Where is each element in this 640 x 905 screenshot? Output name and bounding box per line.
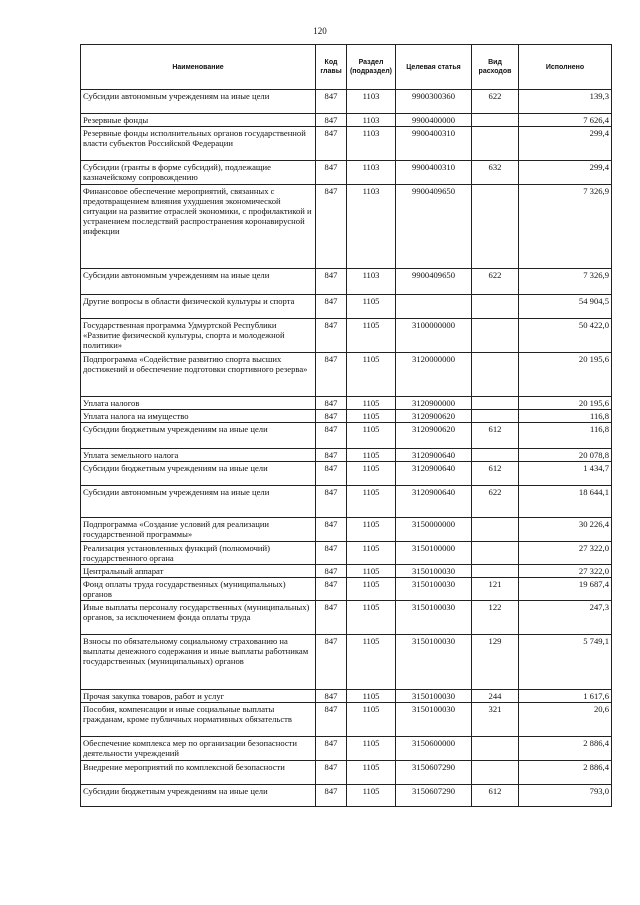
- row-code: 847: [316, 690, 347, 703]
- row-amount: 50 422,0: [519, 319, 612, 353]
- row-kind: [472, 114, 519, 127]
- row-kind: 612: [472, 785, 519, 807]
- table-row: [81, 185, 612, 269]
- table-row: [81, 114, 612, 127]
- row-code: 847: [316, 737, 347, 761]
- row-amount: 27 322,0: [519, 542, 612, 565]
- row-target: 3150100030: [396, 703, 472, 737]
- table-row: [81, 486, 612, 518]
- table-row: [81, 127, 612, 161]
- row-target: 3120900620: [396, 410, 472, 423]
- row-amount: 30 226,4: [519, 518, 612, 542]
- row-code: 847: [316, 542, 347, 565]
- row-amount: 2 886,4: [519, 761, 612, 785]
- row-target: 3120900000: [396, 397, 472, 410]
- column-header-target: Целевая статья: [396, 45, 472, 90]
- row-name: Субсидии бюджетным учреждениям на иные цели: [81, 785, 316, 807]
- row-section: 1105: [347, 703, 396, 737]
- row-code: 847: [316, 90, 347, 114]
- table-row: [81, 518, 612, 542]
- row-code: 847: [316, 601, 347, 635]
- column-header-code: Код главы: [316, 45, 347, 90]
- row-code: 847: [316, 578, 347, 601]
- row-kind: 321: [472, 703, 519, 737]
- row-name: Уплата налогов: [81, 397, 316, 410]
- row-section: 1105: [347, 601, 396, 635]
- row-amount: 7 326,9: [519, 269, 612, 295]
- row-amount: 116,8: [519, 423, 612, 449]
- row-amount: 299,4: [519, 127, 612, 161]
- row-kind: [472, 518, 519, 542]
- row-code: 847: [316, 397, 347, 410]
- row-name: Уплата налога на имущество: [81, 410, 316, 423]
- row-kind: [472, 185, 519, 269]
- row-amount: 7 326,9: [519, 185, 612, 269]
- row-section: 1105: [347, 578, 396, 601]
- row-name: Субсидии автономным учреждениям на иные цели: [81, 269, 316, 295]
- row-amount: 20 195,6: [519, 353, 612, 397]
- row-amount: 19 687,4: [519, 578, 612, 601]
- row-section: 1105: [347, 690, 396, 703]
- row-kind: [472, 565, 519, 578]
- row-code: 847: [316, 518, 347, 542]
- row-kind: [472, 449, 519, 462]
- row-section: 1105: [347, 635, 396, 690]
- row-name: Иные выплаты персоналу государственных (муниципальных) органов, за исключением фонда оплаты труда: [81, 601, 316, 635]
- row-kind: [472, 542, 519, 565]
- table-row: [81, 90, 612, 114]
- row-section: 1105: [347, 785, 396, 807]
- row-name: Уплата земельного налога: [81, 449, 316, 462]
- row-kind: [472, 410, 519, 423]
- row-section: 1105: [347, 397, 396, 410]
- row-kind: [472, 353, 519, 397]
- row-section: 1105: [347, 761, 396, 785]
- row-code: 847: [316, 486, 347, 518]
- row-name: Прочая закупка товаров, работ и услуг: [81, 690, 316, 703]
- row-name: Субсидии автономным учреждениям на иные цели: [81, 90, 316, 114]
- row-name: Субсидии автономным учреждениям на иные цели: [81, 486, 316, 518]
- row-code: 847: [316, 161, 347, 185]
- row-kind: 129: [472, 635, 519, 690]
- row-section: 1103: [347, 114, 396, 127]
- row-kind: 121: [472, 578, 519, 601]
- row-kind: 632: [472, 161, 519, 185]
- table-row: [81, 295, 612, 319]
- row-target: 3150100000: [396, 542, 472, 565]
- row-amount: 1 617,6: [519, 690, 612, 703]
- row-target: 9900400000: [396, 114, 472, 127]
- row-kind: [472, 295, 519, 319]
- row-target: 3150607290: [396, 761, 472, 785]
- row-amount: 2 886,4: [519, 737, 612, 761]
- row-amount: 18 644,1: [519, 486, 612, 518]
- row-amount: 139,3: [519, 90, 612, 114]
- row-kind: [472, 737, 519, 761]
- row-section: 1105: [347, 737, 396, 761]
- row-target: 9900300360: [396, 90, 472, 114]
- row-section: 1103: [347, 185, 396, 269]
- row-code: 847: [316, 269, 347, 295]
- row-kind: 244: [472, 690, 519, 703]
- row-name: Субсидии (гранты в форме субсидий), подлежащие казначейскому сопровождению: [81, 161, 316, 185]
- row-amount: 7 626,4: [519, 114, 612, 127]
- table-row: [81, 737, 612, 761]
- row-target: 9900409650: [396, 185, 472, 269]
- row-target: 3150100030: [396, 601, 472, 635]
- row-target: 3150100030: [396, 690, 472, 703]
- row-name: Финансовое обеспечение мероприятий, связанных с предотвращением влияния ухудшения экономической ситуации на развитие отраслей экономики, с профилактикой и устранением последствий распространения коронавирусной инфекции: [81, 185, 316, 269]
- row-amount: 5 749,1: [519, 635, 612, 690]
- row-target: 3150607290: [396, 785, 472, 807]
- row-name: Центральный аппарат: [81, 565, 316, 578]
- row-name: Обеспечение комплекса мер по организации безопасности деятельности учреждений: [81, 737, 316, 761]
- row-section: 1105: [347, 423, 396, 449]
- row-name: Субсидии бюджетным учреждениям на иные цели: [81, 423, 316, 449]
- row-code: 847: [316, 449, 347, 462]
- row-target: 9900400310: [396, 161, 472, 185]
- row-section: 1105: [347, 353, 396, 397]
- row-target: 3120000000: [396, 353, 472, 397]
- table-row: [81, 578, 612, 601]
- row-section: 1105: [347, 486, 396, 518]
- row-target: 3100000000: [396, 319, 472, 353]
- row-code: 847: [316, 353, 347, 397]
- row-kind: 122: [472, 601, 519, 635]
- row-amount: 54 904,5: [519, 295, 612, 319]
- table-row: [81, 690, 612, 703]
- row-section: 1105: [347, 319, 396, 353]
- column-header-name: Наименование: [81, 45, 316, 90]
- row-section: 1105: [347, 449, 396, 462]
- table-row: [81, 462, 612, 486]
- page-number: 120: [313, 26, 327, 36]
- table-row: [81, 703, 612, 737]
- row-amount: 1 434,7: [519, 462, 612, 486]
- row-amount: 27 322,0: [519, 565, 612, 578]
- row-name: Внедрение мероприятий по комплексной безопасности: [81, 761, 316, 785]
- table-body: [81, 90, 612, 807]
- row-section: 1103: [347, 90, 396, 114]
- row-section: 1103: [347, 269, 396, 295]
- row-section: 1105: [347, 518, 396, 542]
- table-row: [81, 353, 612, 397]
- budget-execution-table: [80, 44, 612, 807]
- column-header-section: Раздел (подраздел): [347, 45, 396, 90]
- table-row: [81, 423, 612, 449]
- table-row: [81, 269, 612, 295]
- row-section: 1105: [347, 542, 396, 565]
- table-row: [81, 397, 612, 410]
- row-name: Реализация установленных функций (полномочий) государственного органа: [81, 542, 316, 565]
- table-row: [81, 161, 612, 185]
- row-kind: [472, 319, 519, 353]
- row-section: 1103: [347, 127, 396, 161]
- table-row: [81, 542, 612, 565]
- row-amount: 20,6: [519, 703, 612, 737]
- row-amount: 116,8: [519, 410, 612, 423]
- row-kind: [472, 397, 519, 410]
- table-row: [81, 761, 612, 785]
- row-code: 847: [316, 761, 347, 785]
- column-header-kind: Вид расходов: [472, 45, 519, 90]
- row-amount: 247,3: [519, 601, 612, 635]
- row-target: 3120900640: [396, 486, 472, 518]
- row-name: Резервные фонды исполнительных органов государственной власти субъектов Российской Федерации: [81, 127, 316, 161]
- row-name: Резервные фонды: [81, 114, 316, 127]
- row-amount: 299,4: [519, 161, 612, 185]
- row-section: 1105: [347, 410, 396, 423]
- row-section: 1103: [347, 161, 396, 185]
- row-name: Подпрограмма «Создание условий для реализации государственной программы»: [81, 518, 316, 542]
- row-target: [396, 295, 472, 319]
- row-target: 3150100030: [396, 565, 472, 578]
- table-row: [81, 319, 612, 353]
- row-section: 1105: [347, 565, 396, 578]
- row-kind: 612: [472, 462, 519, 486]
- row-kind: 622: [472, 269, 519, 295]
- row-code: 847: [316, 127, 347, 161]
- row-target: 3120900620: [396, 423, 472, 449]
- row-name: Подпрограмма «Содействие развитию спорта высших достижений и обеспечение подготовки спортивного резерва»: [81, 353, 316, 397]
- row-code: 847: [316, 423, 347, 449]
- row-target: 3120900640: [396, 449, 472, 462]
- row-code: 847: [316, 114, 347, 127]
- row-code: 847: [316, 185, 347, 269]
- row-target: 3150000000: [396, 518, 472, 542]
- row-target: 3150100030: [396, 578, 472, 601]
- table-row: [81, 635, 612, 690]
- row-code: 847: [316, 319, 347, 353]
- row-target: 9900400310: [396, 127, 472, 161]
- row-code: 847: [316, 410, 347, 423]
- row-code: 847: [316, 295, 347, 319]
- row-amount: 20 078,8: [519, 449, 612, 462]
- row-name: Фонд оплаты труда государственных (муниципальных) органов: [81, 578, 316, 601]
- row-target: 3120900640: [396, 462, 472, 486]
- row-code: 847: [316, 703, 347, 737]
- row-target: 3150100030: [396, 635, 472, 690]
- row-code: 847: [316, 785, 347, 807]
- row-code: 847: [316, 635, 347, 690]
- row-kind: 612: [472, 423, 519, 449]
- row-code: 847: [316, 462, 347, 486]
- row-target: 3150600000: [396, 737, 472, 761]
- row-code: 847: [316, 565, 347, 578]
- table-row: [81, 601, 612, 635]
- row-name: Субсидии бюджетным учреждениям на иные цели: [81, 462, 316, 486]
- column-header-amount: Исполнено: [519, 45, 612, 90]
- table-header-row: [81, 45, 612, 90]
- table-row: [81, 565, 612, 578]
- row-section: 1105: [347, 462, 396, 486]
- row-name: Пособия, компенсации и иные социальные выплаты гражданам, кроме публичных нормативных обязательств: [81, 703, 316, 737]
- row-name: Взносы по обязательному социальному страхованию на выплаты денежного содержания и иные выплаты работникам государственных (муниципальных) органов: [81, 635, 316, 690]
- row-target: 9900409650: [396, 269, 472, 295]
- row-amount: 20 195,6: [519, 397, 612, 410]
- row-kind: [472, 127, 519, 161]
- row-name: Государственная программа Удмуртской Республики «Развитие физической культуры, спорта и молодежной политики»: [81, 319, 316, 353]
- row-section: 1105: [347, 295, 396, 319]
- row-kind: 622: [472, 486, 519, 518]
- table-row: [81, 449, 612, 462]
- row-kind: 622: [472, 90, 519, 114]
- row-amount: 793,0: [519, 785, 612, 807]
- row-name: Другие вопросы в области физической культуры и спорта: [81, 295, 316, 319]
- table-row: [81, 785, 612, 807]
- row-kind: [472, 761, 519, 785]
- table-row: [81, 410, 612, 423]
